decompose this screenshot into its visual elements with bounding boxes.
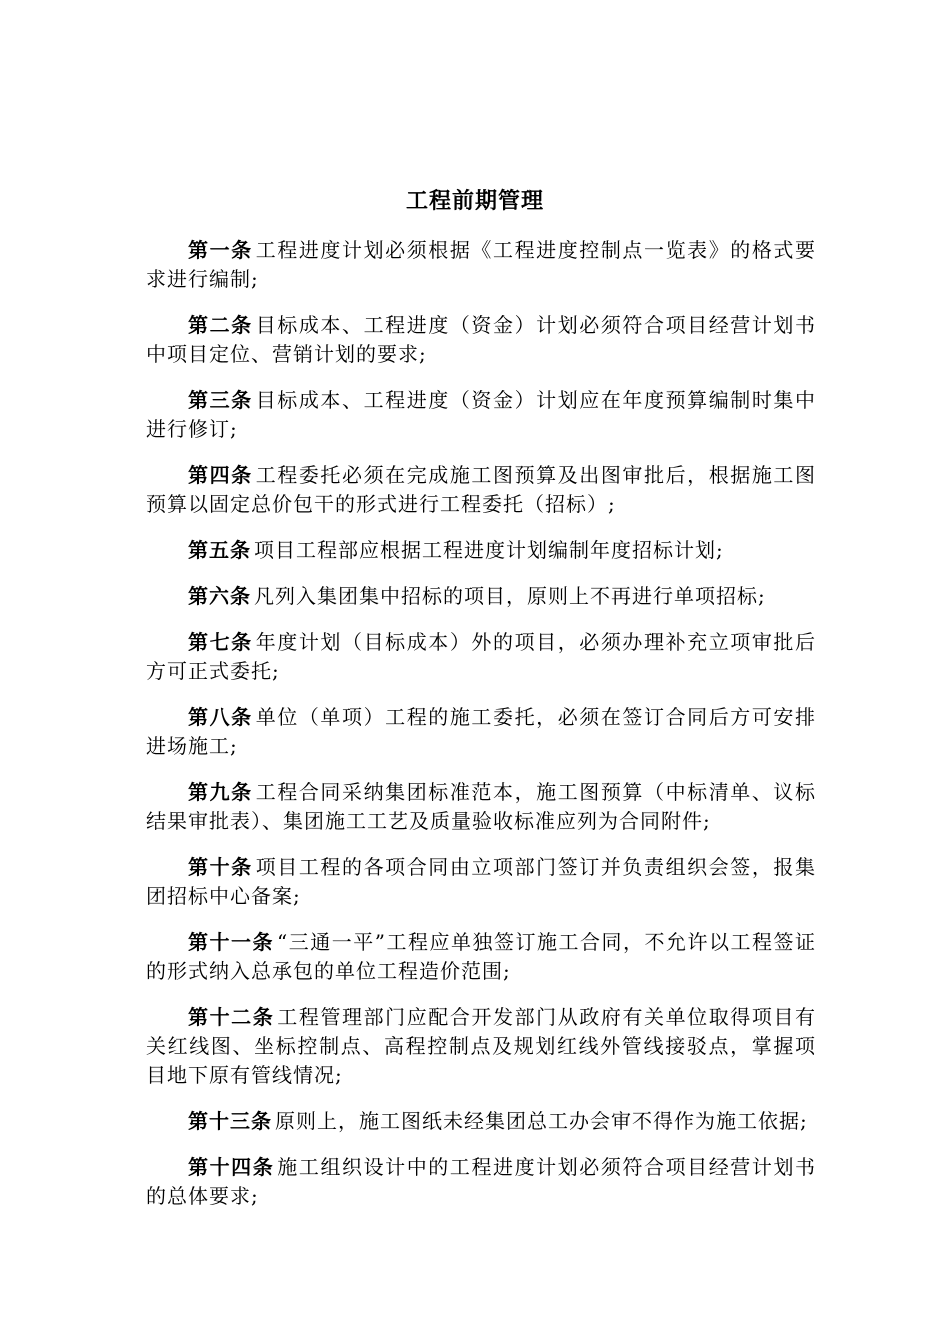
article-number: 第十四条 bbox=[188, 1155, 275, 1179]
article-number: 第十三条 bbox=[188, 1109, 272, 1133]
article-number: 第一条 bbox=[188, 238, 253, 262]
article-number: 第四条 bbox=[188, 463, 253, 487]
article-text: 工程合同采纳集团标准范本，施工图预算（中标清单、议标结果审批表）、集团施工工艺及质量验收标准应列为合同附件; bbox=[146, 780, 817, 833]
article-text: 年度计划（目标成本）外的项目，必须办理补充立项审批后方可正式委托; bbox=[146, 630, 817, 683]
article-text: 施工组织设计中的工程进度计划必须符合项目经营计划书的总体要求; bbox=[146, 1155, 817, 1208]
article-text: 工程委托必须在完成施工图预算及出图审批后，根据施工图预算以固定总价包干的形式进行工程委托（招标）; bbox=[146, 463, 817, 516]
article-9 bbox=[146, 778, 816, 836]
article-number: 第五条 bbox=[188, 538, 251, 562]
article-list bbox=[146, 236, 816, 1228]
article-10 bbox=[146, 853, 816, 911]
article-text: 目标成本、工程进度（资金）计划必须符合项目经营计划书中项目定位、营销计划的要求; bbox=[146, 313, 817, 366]
article-number: 第十二条 bbox=[188, 1005, 275, 1029]
article-text: 原则上，施工图纸未经集团总工办会审不得作为施工依据; bbox=[275, 1109, 808, 1133]
article-6 bbox=[146, 582, 816, 611]
article-text: 工程管理部门应配合开发部门从政府有关单位取得项目有关红线图、坐标控制点、高程控制点及规划红线外管线接驳点，掌握项目地下原有管线情况; bbox=[146, 1005, 817, 1087]
article-2 bbox=[146, 311, 816, 369]
article-number: 第十条 bbox=[188, 855, 253, 879]
article-13 bbox=[146, 1107, 816, 1136]
article-text: 项目工程的各项合同由立项部门签订并负责组织会签，报集团招标中心备案; bbox=[146, 855, 817, 908]
article-text: “三通一平”工程应单独签订施工合同，不允许以工程签证的形式纳入总承包的单位工程造价范围; bbox=[146, 930, 817, 983]
article-8 bbox=[146, 703, 816, 761]
article-number: 第六条 bbox=[188, 584, 251, 608]
article-number: 第三条 bbox=[188, 388, 253, 412]
article-text: 目标成本、工程进度（资金）计划应在年度预算编制时集中进行修订; bbox=[146, 388, 817, 441]
article-text: 工程进度计划必须根据《工程进度控制点一览表》的格式要求进行编制; bbox=[146, 238, 817, 291]
document-title: 工程前期管理 bbox=[405, 188, 544, 214]
article-3 bbox=[146, 386, 816, 444]
article-text: 项目工程部应根据工程进度计划编制年度招标计划; bbox=[254, 538, 724, 562]
article-1 bbox=[146, 236, 816, 294]
article-number: 第二条 bbox=[188, 313, 253, 337]
article-number: 第九条 bbox=[188, 780, 253, 804]
article-7 bbox=[146, 628, 816, 686]
article-number: 第七条 bbox=[188, 630, 253, 654]
article-text: 凡列入集团集中招标的项目，原则上不再进行单项招标; bbox=[254, 584, 766, 608]
article-12 bbox=[146, 1003, 816, 1090]
article-number: 第八条 bbox=[188, 705, 253, 729]
article-4 bbox=[146, 461, 816, 519]
article-text: 单位（单项）工程的施工委托，必须在签订合同后方可安排进场施工; bbox=[146, 705, 817, 758]
article-14 bbox=[146, 1153, 816, 1211]
article-5 bbox=[146, 536, 816, 565]
article-number: 第十一条 bbox=[188, 930, 275, 954]
article-11 bbox=[146, 928, 816, 986]
